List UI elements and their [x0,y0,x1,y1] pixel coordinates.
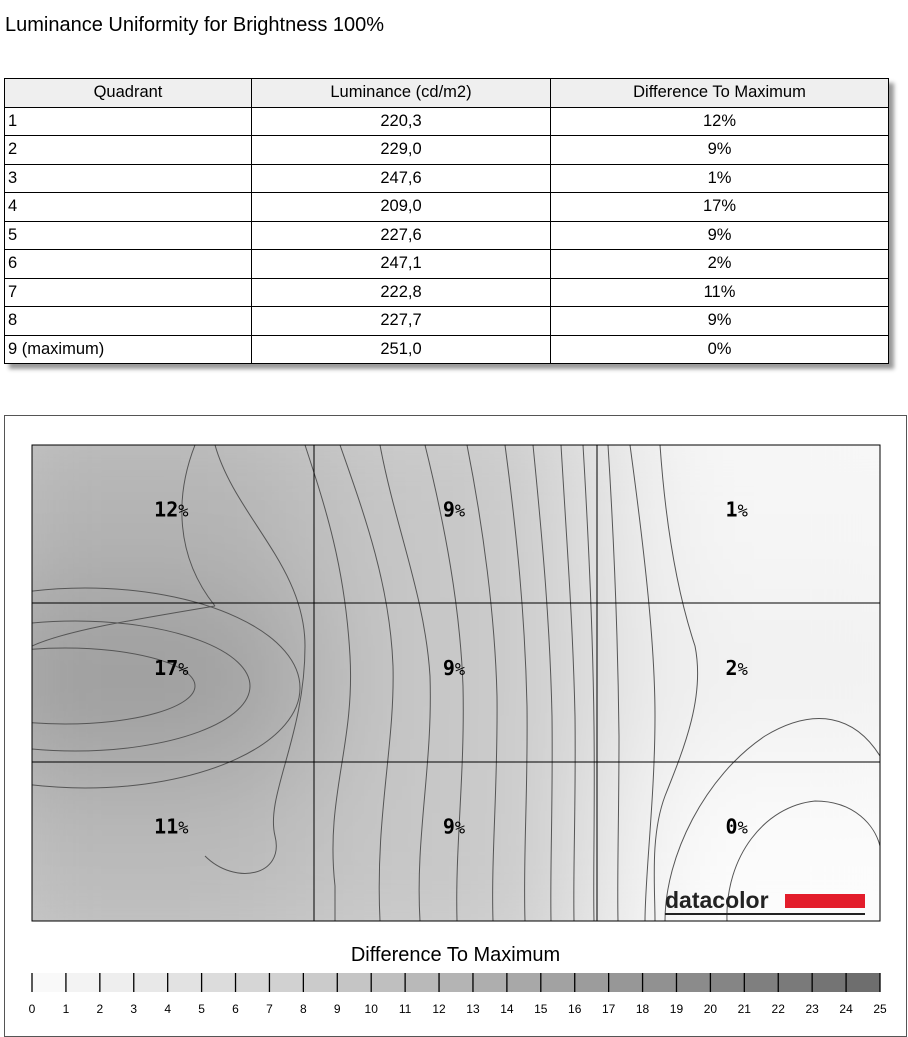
luminance-cell: 222,8 [252,278,551,307]
color-scale-swatch [541,973,575,992]
color-scale-swatch [812,973,846,992]
uniformity-heatmap-panel [4,415,907,1037]
quadrant-cell: 7 [5,278,252,307]
datacolor-logo-bar [785,894,865,908]
quadrant-value-label: 2% [725,656,748,680]
quadrant-value-label: 9% [442,814,466,839]
color-scale-swatch [439,973,473,992]
color-scale-tick-label: 7 [266,1002,273,1016]
column-header-quadrant: Quadrant [5,79,252,108]
luminance-cell: 227,7 [252,307,551,336]
color-scale-tick-label: 11 [398,1002,412,1016]
difference-cell: 17% [551,193,889,222]
color-scale-tick-label: 21 [737,1002,751,1016]
color-scale-swatch [303,973,337,992]
quadrant-cell: 2 [5,136,252,165]
color-scale-tick-label: 12 [432,1002,446,1016]
quadrant-cell: 5 [5,221,252,250]
color-scale-swatch [236,973,270,992]
luminance-table [4,78,889,364]
color-scale-tick-label: 13 [466,1002,480,1016]
color-scale-tick-label: 25 [873,1002,887,1016]
table-row [5,136,889,165]
color-scale-swatch [710,973,744,992]
quadrant-value-label: 12% [154,497,189,522]
color-scale-swatch [744,973,778,992]
color-scale-swatch [846,973,880,992]
color-scale-swatch [609,973,643,992]
datacolor-logo [665,881,875,921]
table-row [5,164,889,193]
color-scale-swatch [66,973,100,992]
page-title: Luminance Uniformity for Brightness 100% [5,14,385,36]
quadrant-value-label: 17% [154,656,189,680]
difference-cell: 1% [551,164,889,193]
luminance-cell: 247,6 [252,164,551,193]
color-scale-tick-label: 4 [164,1002,172,1016]
color-scale-swatch [371,973,405,992]
color-scale-swatch [269,973,303,992]
table-row [5,221,889,250]
color-scale-swatch [100,973,134,992]
color-scale-tick-label: 19 [669,1002,684,1016]
color-scale-tick-label: 16 [568,1002,582,1016]
heatmap-cell [315,604,598,763]
luminance-cell: 227,6 [252,221,551,250]
quadrant-cell: 9 (maximum) [5,335,252,364]
color-scale-tick-label: 10 [364,1002,378,1016]
difference-cell: 9% [551,221,889,250]
table-row [5,193,889,222]
color-scale-title: Difference To Maximum [350,944,561,966]
luminance-cell: 229,0 [252,136,551,165]
difference-cell: 2% [551,250,889,279]
quadrant-value-label: 9% [442,656,466,680]
color-scale-swatch [507,973,541,992]
color-scale-tick-label: 8 [300,1002,307,1016]
color-scale-swatch [575,973,609,992]
table-row [5,335,889,364]
color-scale [29,973,887,1016]
color-scale-tick-label: 17 [601,1002,616,1016]
color-scale-swatch [337,973,371,992]
color-scale-tick-label: 3 [130,1002,138,1016]
table-row [5,278,889,307]
quadrant-value-label: 1% [725,497,748,522]
difference-cell: 0% [551,335,889,364]
heatmap-cell [597,416,906,604]
color-scale-tick-label: 9 [333,1002,341,1016]
datacolor-logo-text: datacolor [665,887,769,913]
difference-cell: 9% [551,307,889,336]
color-scale-swatch [32,973,66,992]
quadrant-cell: 6 [5,250,252,279]
column-header-luminance: Luminance (cd/m2) [252,79,551,108]
quadrant-value-label: 0% [725,814,748,839]
color-scale-swatch [202,973,236,992]
quadrant-value-label: 9% [442,497,466,522]
color-scale-tick-label: 20 [703,1002,718,1016]
color-scale-tick-label: 18 [635,1002,650,1016]
color-scale-swatch [405,973,439,992]
table-row [5,307,889,336]
table-header-row [5,79,889,108]
color-scale-swatch [473,973,507,992]
difference-cell: 11% [551,278,889,307]
difference-cell: 12% [551,107,889,136]
color-scale-tick-label: 24 [839,1002,853,1016]
quadrant-value-label: 11% [154,814,189,839]
quadrant-cell: 1 [5,107,252,136]
color-scale-tick-label: 1 [62,1002,70,1016]
table-row [5,107,889,136]
color-scale-swatch [676,973,710,992]
quadrant-cell: 8 [5,307,252,336]
difference-cell: 9% [551,136,889,165]
color-scale-tick-label: 5 [198,1002,205,1016]
column-header-difference: Difference To Maximum [551,79,889,108]
color-scale-tick-label: 22 [771,1002,785,1016]
color-scale-swatch [134,973,168,992]
color-scale-swatch [168,973,202,992]
color-scale-swatch [778,973,812,992]
heatmap-cell [597,604,906,763]
color-scale-tick-label: 2 [96,1002,104,1016]
color-scale-tick-label: 15 [534,1002,548,1016]
quadrant-cell: 3 [5,164,252,193]
color-scale-swatch [643,973,677,992]
heatmap-cell [5,604,315,763]
luminance-cell: 209,0 [252,193,551,222]
color-scale-tick-label: 6 [232,1002,239,1016]
table-row [5,250,889,279]
color-scale-tick-label: 0 [28,1002,36,1016]
luminance-cell: 247,1 [252,250,551,279]
luminance-cell: 220,3 [252,107,551,136]
uniformity-heatmap [5,416,906,1022]
color-scale-tick-label: 14 [500,1002,514,1016]
color-scale-tick-label: 23 [805,1002,819,1016]
quadrant-cell: 4 [5,193,252,222]
luminance-cell: 251,0 [252,335,551,364]
luminance-table-container [4,78,889,364]
